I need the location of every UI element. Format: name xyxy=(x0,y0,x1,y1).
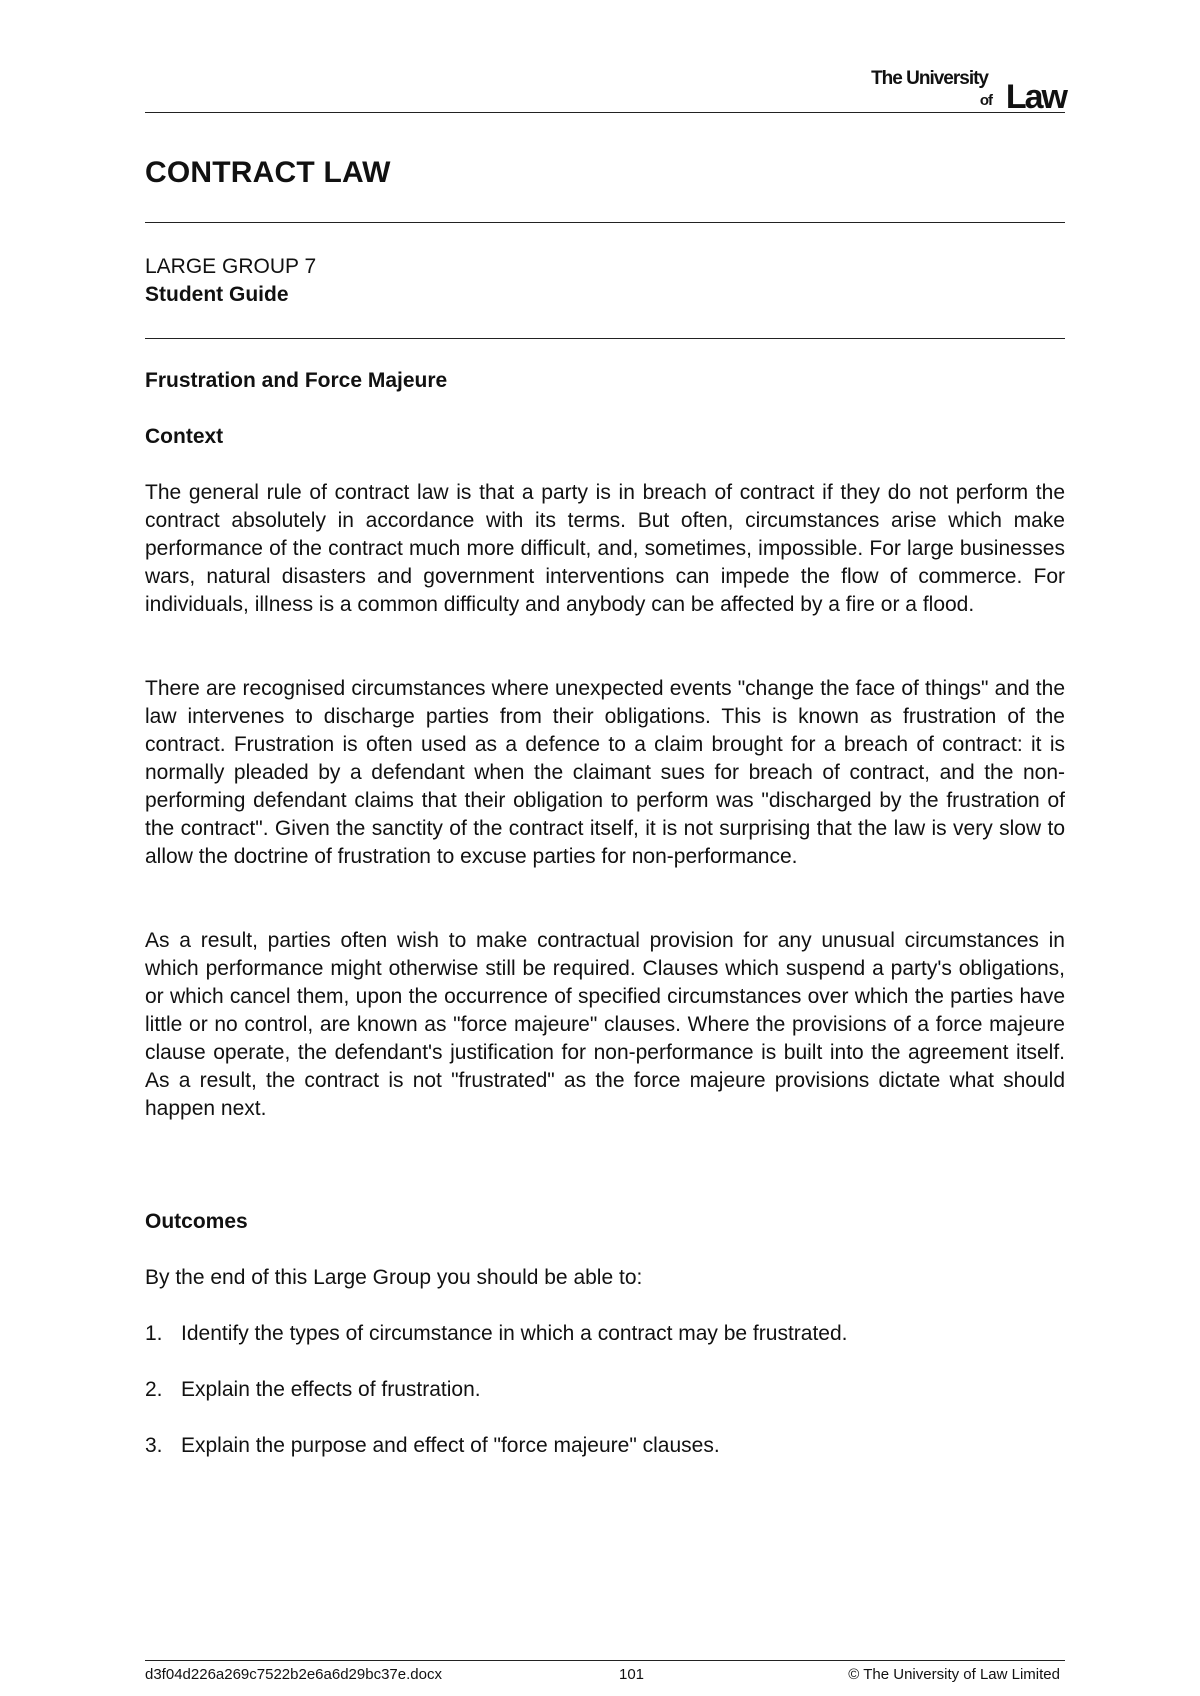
context-paragraph-2: There are recognised circumstances where unexpected events "change the face of things" and the law intervenes to discharge parties from their obligations. This is known as frustration of the contract. Frustration is often used as a defence to a claim brought for a breach of contract: it is normally pleaded by a defendant when the claimant sues for breach of contract, and the non-performing defendant claims that their obligation to perform was "discharged by the frustration of the contract". Given the sanctity of the contract itself, it is not surprising that the law is very slow to allow the doctrine of frustration to excuse parties for non-performance. xyxy=(145,677,1065,868)
context-paragraph-3: As a result, parties often wish to make contractual provision for any unusual circumstances in which performance might otherwise still be required. Clauses which suspend a party's obligations, or which cancel them, upon the occurrence of specified circumstances over which the parties have little or no control, are known as "force majeure" clauses. Where the provisions of a force majeure clause operate, the defendant's justification for non-performance is built into the agreement itself. As a result, the contract is not "frustrated" as the force majeure provisions dictate what should happen next. xyxy=(145,929,1065,1120)
footer-copyright: © The University of Law Limited xyxy=(848,1666,1060,1683)
header-divider xyxy=(145,112,1065,113)
context-heading: Context xyxy=(145,425,224,448)
list-item xyxy=(145,1322,847,1346)
student-guide-label: Student Guide xyxy=(145,283,289,306)
list-item xyxy=(145,1378,481,1402)
outcomes-intro: By the end of this Large Group you should be able to: xyxy=(145,1266,643,1289)
logo-law: Law xyxy=(1005,78,1066,116)
topic-heading: Frustration and Force Majeure xyxy=(145,369,448,392)
logo-of: of xyxy=(979,92,992,109)
subtitle-divider xyxy=(145,338,1065,339)
large-group-label: LARGE GROUP 7 xyxy=(145,255,317,278)
footer-divider xyxy=(145,1660,1065,1661)
list-item-text: Explain the purpose and effect of "force majeure" clauses. xyxy=(181,1434,720,1457)
list-item-number: 1. xyxy=(145,1322,163,1345)
list-item-text: Explain the effects of frustration. xyxy=(181,1378,481,1401)
logo-line1: The University xyxy=(871,68,988,89)
outcomes-heading: Outcomes xyxy=(145,1210,248,1233)
university-logo xyxy=(856,62,1066,116)
list-item-text: Identify the types of circumstance in which a contract may be frustrated. xyxy=(181,1322,848,1345)
title-divider xyxy=(145,222,1065,223)
footer-filename: d3f04d226a269c7522b2e6a6d29bc37e.docx xyxy=(145,1666,442,1683)
list-item xyxy=(145,1434,720,1458)
list-item-number: 3. xyxy=(145,1434,163,1457)
document-title: CONTRACT LAW xyxy=(145,156,391,189)
footer-page-number: 101 xyxy=(619,1666,645,1683)
context-paragraph-1: The general rule of contract law is that a party is in breach of contract if they do not perform the contract absolutely in accordance with its terms. But often, circumstances arise which make performance of the contract much more difficult, and, sometimes, impossible. For large businesses wars, natural disasters and government interventions can impede the flow of commerce. For individuals, illness is a common difficulty and anybody can be affected by a fire or a flood. xyxy=(145,481,1065,616)
list-item-number: 2. xyxy=(145,1378,163,1401)
